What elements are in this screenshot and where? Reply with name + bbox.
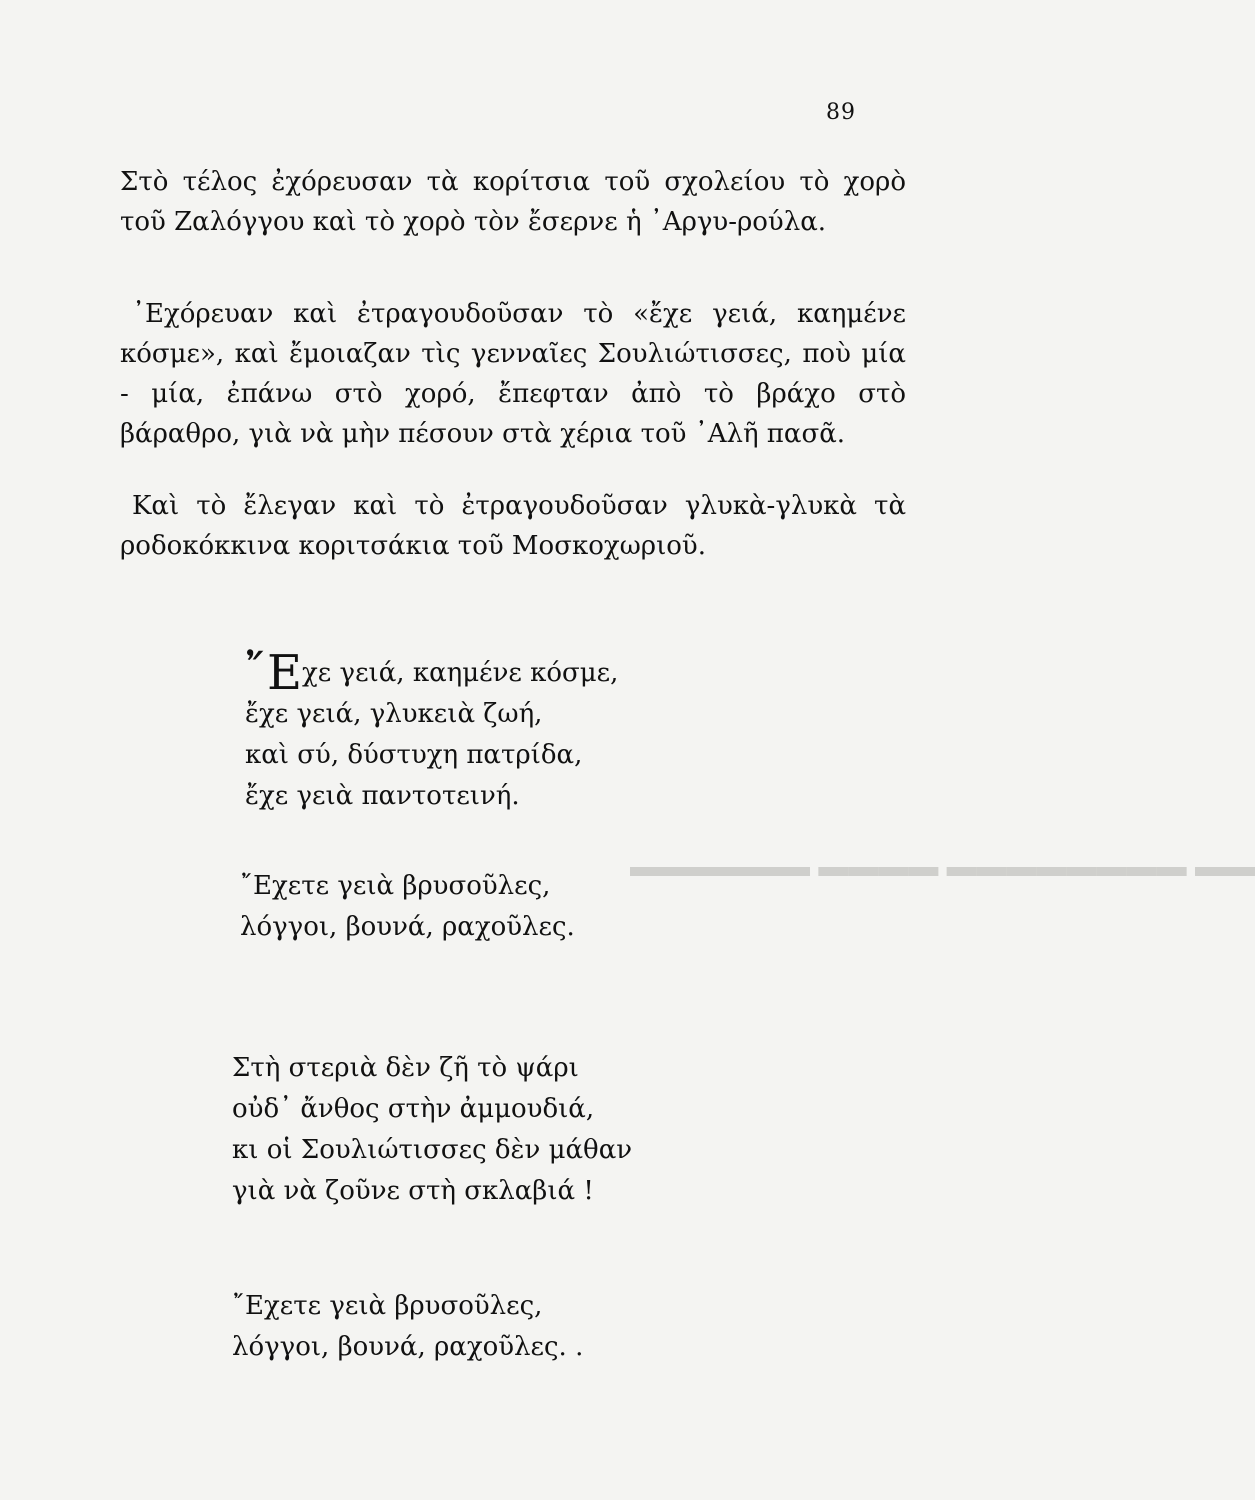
poem-stanza-2 <box>240 866 575 948</box>
poem-stanza-1 <box>245 645 618 817</box>
poem-line: Στὴ στεριὰ δὲν ζῆ τὸ ψάρι <box>232 1053 579 1083</box>
poem-stanza-4 <box>232 1286 583 1368</box>
poem-line: οὐδ᾿ ἄνθος στὴν ἀμμουδιά, <box>232 1094 595 1124</box>
poem-line: ῎Εχετε γειὰ βρυσοῦλες, <box>240 871 551 901</box>
poem-line: ἔχε γειά, γλυκειὰ ζωή, <box>245 699 543 729</box>
poem-line: λόγγοι, βουνά, ραχοῦλες. . <box>232 1332 584 1362</box>
poem-line: ῎Εχε γειά, καημένε κόσμε, <box>243 645 619 701</box>
poem-line: καὶ σύ, δύστυχη πατρίδα, <box>245 740 583 770</box>
page-number: 89 <box>826 100 856 125</box>
drop-cap: ῎Ε <box>243 645 303 701</box>
poem-line: λόγγοι, βουνά, ραχοῦλες. <box>240 912 575 942</box>
poem-line: γιὰ νὰ ζοῦνε στὴ σκλαβιά ! <box>232 1176 594 1206</box>
poem-line: ἔχε γειὰ παντοτεινή. <box>245 781 520 811</box>
poem-line: κι οἱ Σουλιώτισσες δὲν μάθαν <box>232 1135 633 1165</box>
poem-stanza-3 <box>232 1048 632 1212</box>
show-through-shadow: ▬▬ ▬▬▬▬▬▬▬▬ ▬▬▬▬ ▬▬▬▬▬▬ <box>630 850 1255 883</box>
poem-line: ῎Εχετε γειὰ βρυσοῦλες, <box>232 1291 543 1321</box>
paragraph-dance: Στὸ τέλος ἐχόρευσαν τὰ κορίτσια τοῦ σχολείου τὸ χορὸ τοῦ Ζαλόγγου καὶ τὸ χορὸ τὸν ἔσερνε ἡ ᾿Αργυ-ρούλα. <box>120 167 906 237</box>
paragraph-souliotisses: ᾿Εχόρευαν καὶ ἐτραγουδοῦσαν τὸ «ἔχε γειά, καημένε κόσμε», καὶ ἔμοιαζαν τὶς γενναῖες Σουλιώτισσες, ποὺ μία - μία, ἐπάνω στὸ χορό, ἔπεφταν ἀπὸ τὸ βράχο στὸ βάραθρο, γιὰ νὰ μὴν πέσουν στὰ χέρια τοῦ ᾿Αλῆ πασᾶ. <box>120 299 906 449</box>
paragraph-girls: Καὶ τὸ ἔλεγαν καὶ τὸ ἐτραγουδοῦσαν γλυκὰ-γλυκὰ τὰ ροδοκόκκινα κοριτσάκια τοῦ Μοσκοχωριοῦ. <box>120 491 906 561</box>
